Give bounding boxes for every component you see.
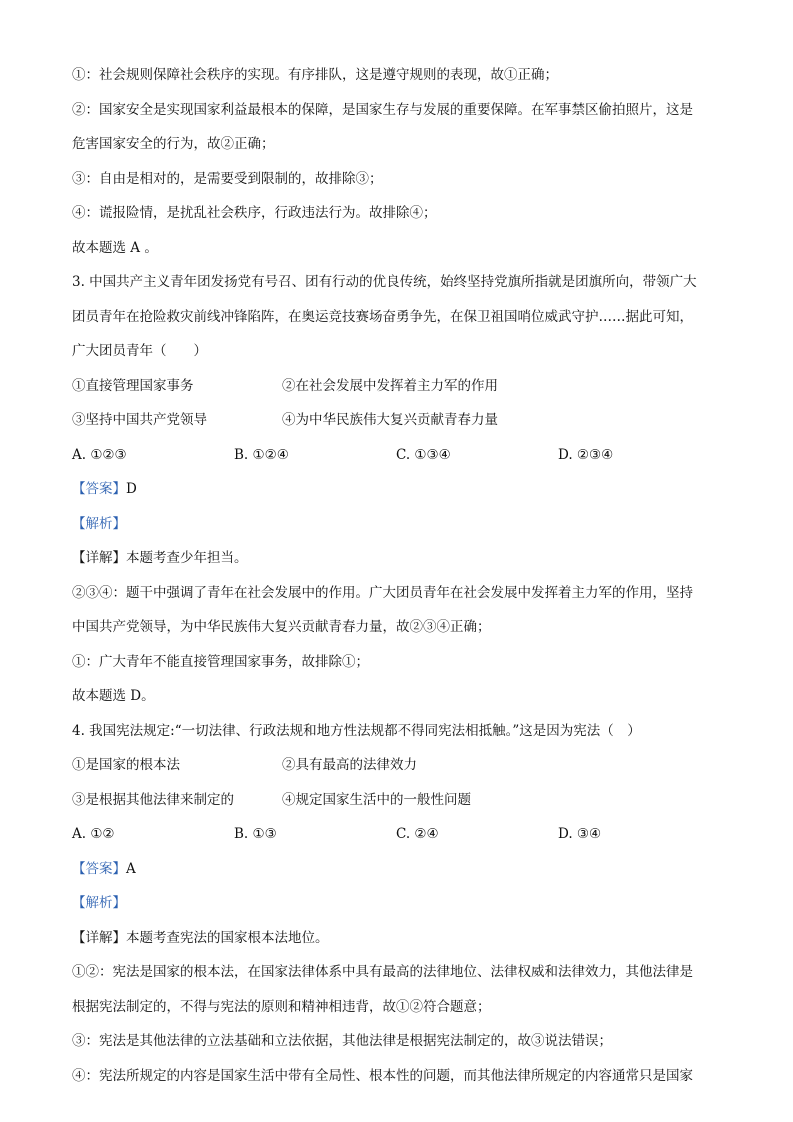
- q3-detail-line: ①：广大青年不能直接管理国家事务，故排除①；: [72, 653, 369, 670]
- answer-value: D: [126, 481, 137, 497]
- q3-statements-row: [72, 369, 722, 404]
- q4-stem: 4. 我国宪法规定:“一切法律、行政法规和地方性法规都不得同宪法相抵触。”这是因为宪法（ ）: [72, 722, 641, 739]
- q3-analysis-heading: [72, 507, 722, 542]
- q4-statement: ②具有最高的法律效力: [282, 757, 417, 773]
- q3-option-c: C. ①③④: [396, 446, 451, 463]
- q4-detail-line: ③：宪法是其他法律的立法基础和立法依据，其他法律是根据宪法制定的，故③说法错误；: [72, 1033, 612, 1049]
- detail-label: 【详解】: [72, 929, 126, 946]
- q4-detail-line: ④：宪法所规定的内容是国家生活中带有全局性、根本性的问题，而其他法律所规定的内容通常只是国家: [72, 1067, 693, 1084]
- q2-analysis-line: 危害国家安全的行为，故②正确；: [72, 136, 275, 152]
- q4-detail-line: 根据宪法制定的，不得与宪法的原则和精神相违背，故①②符合题意；: [72, 998, 491, 1015]
- analysis-label: 【解析】: [72, 895, 126, 911]
- q4-option-b: B. ①③: [234, 826, 277, 842]
- document-page: [72, 58, 722, 1093]
- q4-statement: ④规定国家生活中的一般性问题: [282, 791, 471, 808]
- q2-analysis-line: ④：谎报险情，是扰乱社会秩序，行政违法行为。故排除④；: [72, 205, 437, 221]
- q4-option-c: C. ②④: [396, 826, 439, 842]
- q3-statement: ④为中华民族伟大复兴贡献青春力量: [282, 412, 498, 428]
- q3-conclusion: 故本题选 D。: [72, 688, 155, 704]
- q3-stem-line: 广大团员青年（ ）: [72, 343, 207, 359]
- q4-statements-row: [72, 748, 722, 783]
- q3-stem-line: 团员青年在抢险救灾前线冲锋陷阵，在奥运竞技赛场奋勇争先，在保卫祖国哨位威武守护……据此可知，: [72, 308, 693, 325]
- q4-answer: [72, 852, 722, 887]
- q3-answer: [72, 472, 722, 507]
- q4-analysis-heading: [72, 886, 722, 921]
- q2-conclusion: 故本题选 A 。: [72, 239, 158, 256]
- detail-label: 【详解】: [72, 550, 126, 566]
- q3-statement: ②在社会发展中发挥着主力军的作用: [282, 377, 498, 394]
- q3-options-row: [72, 438, 722, 473]
- answer-label: 【答案】: [72, 860, 126, 877]
- q4-detail-line: ①②：宪法是国家的根本法，在国家法律体系中具有最高的法律地位、法律权威和法律效力，其他法律是: [72, 964, 693, 980]
- q3-option-d: D. ②③④: [558, 446, 614, 463]
- q4-option-a: A. ①②: [72, 826, 115, 842]
- q3-statement: ③坚持中国共产党领导: [72, 412, 207, 428]
- q3-detail-line: 中国共产党领导，为中华民族伟大复兴贡献青春力量，故②③④正确；: [72, 619, 491, 635]
- q3-option-a: A. ①②③: [72, 446, 127, 463]
- q2-analysis-line: ②：国家安全是实现国家利益最根本的保障，是国家生存与发展的重要保障。在军事禁区偷拍照片，这是: [72, 101, 693, 118]
- q4-detail: [72, 921, 722, 956]
- q2-analysis-line: ①：社会规则保障社会秩序的实现。有序排队，这是遵守规则的表现，故①正确；: [72, 67, 558, 83]
- q3-detail-line: ②③④：题干中强调了青年在社会发展中的作用。广大团员青年在社会发展中发挥着主力军的作用，坚持: [72, 584, 693, 601]
- q4-statement: ①是国家的根本法: [72, 757, 180, 773]
- answer-label: 【答案】: [72, 481, 126, 497]
- q4-statement: ③是根据其他法律来制定的: [72, 791, 234, 808]
- q4-statements-row: [72, 783, 722, 818]
- q3-detail: [72, 541, 722, 576]
- answer-value: A: [126, 860, 136, 877]
- q4-options-row: [72, 817, 722, 852]
- q3-option-b: B. ①②④: [234, 446, 289, 463]
- q2-analysis-line: ③：自由是相对的，是需要受到限制的，故排除③；: [72, 170, 383, 187]
- q3-stem-line: 3. 中国共产主义青年团发扬党有号召、团有行动的优良传统，始终坚持党旗所指就是团旗所向，带领广大: [72, 274, 697, 290]
- analysis-label: 【解析】: [72, 515, 126, 532]
- q3-statements-row: [72, 403, 722, 438]
- detail-text: 本题考查宪法的国家根本法地位。: [126, 929, 329, 946]
- q4-option-d: D. ③④: [558, 826, 602, 842]
- detail-text: 本题考查少年担当。: [126, 550, 248, 566]
- q3-statement: ①直接管理国家事务: [72, 377, 194, 394]
